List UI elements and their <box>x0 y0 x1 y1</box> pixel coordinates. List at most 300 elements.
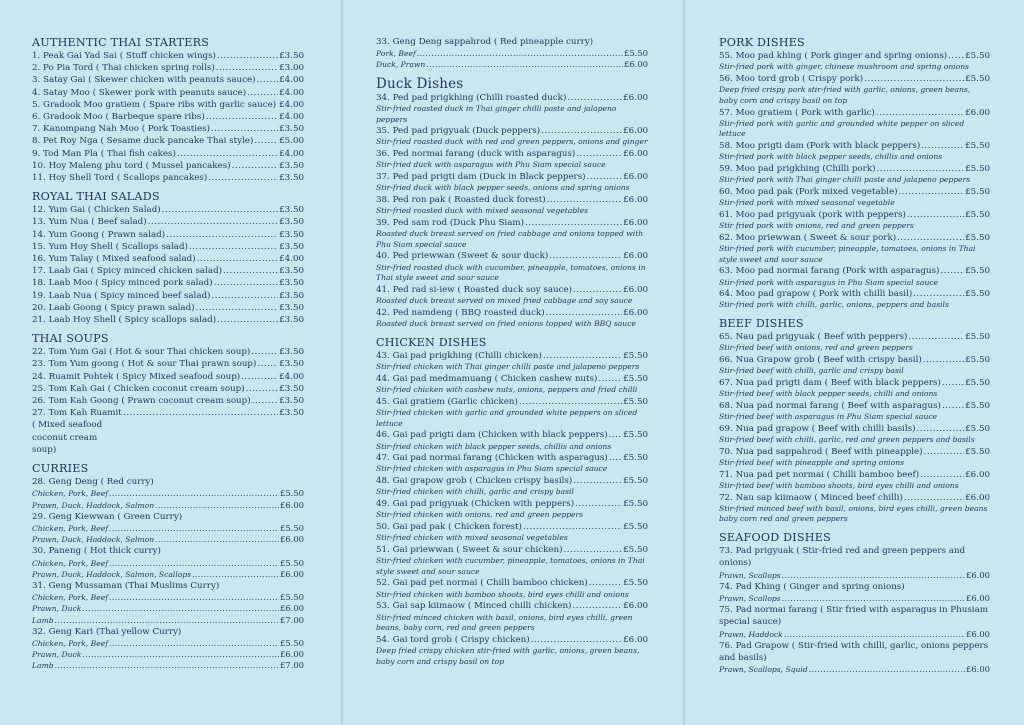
item-price: £5.50 <box>965 289 990 300</box>
menu-item-variant <box>32 558 304 569</box>
leader-dots <box>257 74 279 86</box>
menu-item-description: Stir-fried beef with pineapple and spring onions <box>719 457 905 467</box>
menu-item <box>376 148 648 160</box>
item-price: £6.00 <box>965 492 990 503</box>
leader-dots <box>247 87 278 99</box>
menu-item <box>32 62 304 74</box>
item-price: £3.00 <box>279 63 304 74</box>
item-name: 20. Laab Goong ( Spicy prawn salad) <box>32 302 195 313</box>
item-price: £3.50 <box>279 396 304 407</box>
leader-dots <box>192 569 279 580</box>
menu-item-description: Stir-fried beef with asparagus in Phu Siam special sauce <box>719 412 938 422</box>
leader-dots <box>109 638 279 649</box>
menu-item <box>376 634 648 646</box>
item-name: 56. Moo tord grob ( Crispy pork) <box>719 73 864 84</box>
item-price: £7.00 <box>280 660 304 671</box>
leader-dots <box>82 603 279 614</box>
item-name: 3. Satay Gai ( Skewer chicken with peanuts sauce) <box>32 75 256 86</box>
menu-item-description: Stir-fried roasted duck with red and green peppers, onions and ginger <box>376 137 648 147</box>
leader-dots <box>942 377 964 389</box>
menu-item-description: Stir-fried roasted duck with mixed seasonal vegetables <box>376 206 588 216</box>
leader-dots <box>609 452 622 464</box>
menu-item-name: 76. Pad Grapow ( Stir-fried with chilli, garlic, onions peppers and basils) <box>719 640 989 663</box>
leader-dots <box>252 395 279 407</box>
item-name: 13. Yum Nua ( Beef salad) <box>32 217 147 228</box>
item-name: Chicken, Pork, Beef <box>32 593 109 603</box>
menu-item <box>376 125 648 137</box>
leader-dots <box>567 92 622 104</box>
leader-dots <box>784 629 965 640</box>
item-name: 24. Ruamit Pohtek ( Spicy Mixed seafood soup) <box>32 371 241 382</box>
leader-dots <box>246 383 279 395</box>
menu-item <box>719 107 990 119</box>
leader-dots <box>196 302 279 314</box>
leader-dots <box>531 634 623 646</box>
item-name: 10. Hoy Maleng phu tord ( Mussel pancakes) <box>32 160 231 171</box>
menu-item <box>376 171 648 183</box>
item-price: £5.50 <box>280 557 304 568</box>
item-price: £6.00 <box>280 603 304 614</box>
item-name: Prawn, Duck <box>32 650 82 660</box>
item-name: 45. Gai gratiem (Garlic chicken) <box>376 396 518 407</box>
item-price: £6.00 <box>280 499 304 510</box>
menu-item-description: Stir-fried pork with ginger, chinese mushroom and spring onions <box>719 62 969 72</box>
menu-item-description: Deep fried crispy pork stir-fried with garlic, onions, green beans, baby corn and crispy basil on top <box>719 85 971 105</box>
menu-item-variant <box>719 664 990 675</box>
item-price: £6.00 <box>966 628 990 639</box>
leader-dots <box>223 265 278 277</box>
menu-item <box>719 331 990 343</box>
item-price: £5.50 <box>965 423 990 434</box>
item-name: 17. Laab Gai ( Spicy minced chicken salad) <box>32 266 223 277</box>
item-name: 67. Nua pad prigti dam ( Beef with black peppers) <box>719 377 941 388</box>
item-price: £3.50 <box>279 124 304 135</box>
item-name: 43. Gai pad prigkhing (Chilli chicken) <box>376 350 542 361</box>
leader-dots <box>166 229 278 241</box>
item-price: £5.50 <box>623 430 648 441</box>
menu-item-name: 28. Geng Deng ( Red curry) <box>32 477 154 488</box>
menu-item-description: Stir-fried beef with bamboo shoots, bird eyes chilli and onions <box>719 480 959 490</box>
leader-dots <box>575 498 622 510</box>
menu-item <box>32 395 304 407</box>
item-price: £5.50 <box>965 332 990 343</box>
menu-item <box>376 350 648 362</box>
menu-item-name: 74. Pad Khing ( Ginger and spring onions) <box>719 581 905 592</box>
menu-item <box>376 194 648 206</box>
menu-item <box>719 186 990 198</box>
fold-line <box>683 0 685 725</box>
menu-item-variant <box>32 592 304 603</box>
item-name: Prawn, Haddock <box>719 629 783 639</box>
menu-item <box>376 396 648 408</box>
item-price: £6.00 <box>623 92 648 103</box>
menu-item <box>32 50 304 62</box>
leader-dots <box>525 217 622 229</box>
leader-dots <box>573 475 622 487</box>
menu-item-variant <box>32 534 304 545</box>
item-price: £3.50 <box>279 217 304 228</box>
leader-dots <box>573 284 622 296</box>
leader-dots <box>148 216 278 228</box>
menu-item-description: Stir-fried chicken with onions, red and green peppers <box>376 510 584 520</box>
menu-item <box>376 250 648 262</box>
item-name: 58. Moo prigti dam (Pork with black peppers) <box>719 141 921 152</box>
item-name: Chicken, Pork, Beef <box>32 489 109 499</box>
leader-dots <box>109 592 279 603</box>
item-name: 66. Nua Grapow grob ( Beef with crispy basil) <box>719 355 922 366</box>
item-name: Prawn, Duck <box>32 604 82 614</box>
menu-item <box>719 50 990 62</box>
item-price: £3.50 <box>279 408 304 419</box>
leader-dots <box>923 354 964 366</box>
menu-item <box>376 429 648 441</box>
item-name: 64. Moo pad grapow ( Pork with chilli basil) <box>719 289 913 300</box>
leader-dots <box>907 209 964 221</box>
item-price: £3.50 <box>279 205 304 216</box>
menu-item-name: 31. Geng Mussaman (Thai Muslims Curry) <box>32 580 220 591</box>
item-name: 60. Moo pad pak (Pork mixed vegetable) <box>719 186 898 197</box>
item-name: Chicken, Pork, Beef <box>32 523 109 533</box>
item-price: £3.50 <box>279 51 304 61</box>
item-price: £5.50 <box>280 637 304 648</box>
menu-item <box>376 92 648 104</box>
item-name: Chicken, Pork, Beef <box>32 638 109 648</box>
item-name: 48. Gai grapow grob ( Chicken crispy basils) <box>376 476 573 487</box>
leader-dots <box>897 232 964 244</box>
item-price: £3.50 <box>279 173 304 184</box>
item-name: 39. Ped sam rod (Duck Phu Siam) <box>376 217 525 228</box>
item-price: £5.50 <box>623 521 648 532</box>
item-name: 57. Moo gratiem ( Pork with garlic) <box>719 107 875 118</box>
item-price: £5.50 <box>965 209 990 220</box>
menu-item <box>32 290 304 302</box>
item-price: £6.00 <box>623 126 648 137</box>
menu-item <box>719 265 990 277</box>
menu-item <box>32 241 304 253</box>
item-price: £5.50 <box>965 400 990 411</box>
leader-dots <box>189 241 278 253</box>
menu-item <box>32 99 304 111</box>
menu-item-description: Roasted duck breast served on fried onions topped with BBQ sauce <box>376 319 636 329</box>
item-price: £5.50 <box>965 266 990 277</box>
item-price: £5.50 <box>623 350 648 361</box>
leader-dots <box>782 570 965 581</box>
leader-dots <box>899 186 965 198</box>
item-price: £4.00 <box>279 112 304 123</box>
leader-dots <box>523 521 622 533</box>
leader-dots <box>155 534 279 545</box>
item-name: 23. Tom Yum goong ( Hot & sour Thai prawn soup) <box>32 359 257 370</box>
item-name: 6. Gradook Moo ( Barbeque spare ribs) <box>32 112 205 123</box>
item-price: £3.50 <box>279 241 304 252</box>
item-price: £5.50 <box>623 476 648 487</box>
item-name: 68. Nua pad normai farang ( Beef with asparagus) <box>719 400 941 411</box>
item-name: 37. Ped pad prigti dam (Duck in Black peppers) <box>376 172 586 183</box>
menu-item-description: Stir-fried duck with asparagus with Phu Siam special sauce <box>376 160 606 170</box>
section-title: BEEF DISHES <box>719 317 804 331</box>
menu-item-description: Stir-fried minced chicken with basil, onions, bird eyes chilli, green beans, baby corn, red and green peppers <box>376 612 633 633</box>
leader-dots <box>257 358 278 370</box>
item-name: 55. Moo pad khing ( Pork ginger and spring onions) <box>719 51 948 61</box>
item-name: 9. Tod Man Pla ( Thai fish cakes) <box>32 148 176 159</box>
menu-item-description: Roasted duck breast served on fried cabbage and onions topped with Phu Siam special sauce <box>376 229 644 249</box>
item-price: £6.00 <box>623 601 648 612</box>
leader-dots <box>598 373 622 385</box>
item-price: £6.00 <box>623 285 648 296</box>
menu-item-description: Stir-fried pork with garlic and grounded white pepper on sliced lettuce <box>719 118 965 139</box>
item-name: 53. Gai sap kiimaow ( Minced chilli chicken) <box>376 601 572 612</box>
item-price: £5.50 <box>965 141 990 152</box>
item-price: £3.50 <box>279 347 304 358</box>
leader-dots <box>609 429 623 441</box>
menu-item-description: Stir-fried chicken with garlic and grounded white peppers on sliced lettuce <box>376 407 638 428</box>
menu-item <box>376 600 648 612</box>
menu-item <box>32 87 304 99</box>
menu-item <box>376 577 648 589</box>
leader-dots <box>123 407 278 419</box>
item-price: £4.00 <box>279 99 304 110</box>
item-name: 61. Moo pad prigyuak (pork with peppers) <box>719 209 906 220</box>
leader-dots <box>155 500 279 511</box>
item-price: £3.50 <box>279 266 304 277</box>
item-name: Prawn, Duck, Haddock, Salmon <box>32 535 155 545</box>
item-name: 54. Gai tord grob ( Crispy chicken) <box>376 634 530 645</box>
item-price: £5.50 <box>965 186 990 197</box>
menu-item-variant <box>376 59 648 70</box>
item-price: £5.50 <box>965 232 990 243</box>
item-price: £4.00 <box>279 371 304 382</box>
leader-dots <box>913 288 964 300</box>
menu-item-description: Stir-fried beef with chilli, garlic and crispy basil <box>719 366 904 376</box>
menu-item-variant <box>32 615 304 626</box>
menu-item <box>719 73 990 85</box>
menu-item <box>376 452 648 464</box>
menu-item <box>376 373 648 385</box>
leader-dots <box>587 171 623 183</box>
item-name: 69. Nua pad grapow ( Beef with chilli basils) <box>719 423 916 434</box>
menu-item <box>32 302 304 314</box>
item-name: 21. Laab Hoy Shell ( Spicy scallops salad) <box>32 315 217 326</box>
item-price: £5.50 <box>280 488 304 499</box>
leader-dots <box>921 140 964 152</box>
leader-dots <box>197 253 279 265</box>
menu-item <box>32 346 304 358</box>
item-name: 59. Moo pad prigkhing (Chilli pork) <box>719 164 876 175</box>
menu-item <box>376 217 648 229</box>
item-name: 49. Gai pad prigyuak (Chicken with peppers) <box>376 499 575 510</box>
leader-dots <box>217 50 278 62</box>
menu-item <box>719 288 990 300</box>
item-name: 18. Laab Moo ( Spicy minced pork salad) <box>32 278 213 289</box>
item-name: 26. Tom Kah Goong ( Prawn coconut cream soup) <box>32 396 251 407</box>
item-name: 35. Ped pad prigyuak (Duck peppers) <box>376 126 541 137</box>
menu-item <box>719 446 990 458</box>
item-price: £3.50 <box>279 290 304 301</box>
item-price: £3.50 <box>279 278 304 289</box>
item-price: £6.00 <box>966 592 990 603</box>
item-price: £3.50 <box>279 302 304 313</box>
item-name: 40. Ped priewwan (Sweet & sour duck) <box>376 251 549 262</box>
section-title: AUTHENTIC THAI STARTERS <box>32 36 210 49</box>
section-title: THAI SOUPS <box>32 332 109 346</box>
menu-item <box>32 253 304 265</box>
menu-item-description: Stir fried pork with onions, red and green peppers <box>719 221 914 231</box>
menu-item <box>719 377 990 389</box>
menu-item-description: Stir-fried chicken with black pepper seeds, chillis and onions <box>376 441 612 451</box>
menu-item-variant <box>32 638 304 649</box>
item-price: £6.00 <box>623 149 648 160</box>
menu-item-description: Stir-fried pork with mixed seasonal vegetable <box>719 198 895 208</box>
item-name: 34. Ped pad prigkhing (Chilli roasted duck) <box>376 92 567 103</box>
menu-item-description: Stir-fried chicken with cucumber, pineapple, tomatoes, onions in Thai style sweet and sour sauce <box>376 556 645 576</box>
item-price: £5.50 <box>624 48 648 59</box>
leader-dots <box>864 73 964 85</box>
item-name: 11. Hoy Shell Tord ( Scallops pancakes) <box>32 173 208 184</box>
menu-item <box>376 544 648 556</box>
leader-dots <box>417 48 623 59</box>
item-name: 51. Gai priewwan ( Sweet & sour chicken) <box>376 544 563 555</box>
item-name: 22. Tom Yum Gai ( Hot & sour Thai chicken soup) <box>32 347 251 358</box>
menu-item-variant <box>719 629 990 640</box>
item-price: £6.00 <box>624 59 648 70</box>
item-price: £5.50 <box>965 355 990 366</box>
menu-item <box>719 140 990 152</box>
menu-item-description: Deep fried crispy chicken stir-fried with garlic, onions, green beans, baby corn and crispy basil on top <box>376 646 640 666</box>
item-price: £5.50 <box>623 373 648 384</box>
leader-dots <box>547 194 622 206</box>
item-name: 4. Satay Moo ( Skewer pork with peanuts sauce) <box>32 87 247 98</box>
leader-dots <box>564 544 623 556</box>
item-price: £5.50 <box>965 51 990 61</box>
menu-item <box>32 135 304 147</box>
item-price: £6.00 <box>623 194 648 205</box>
menu-column-1 <box>32 36 304 672</box>
menu-item <box>32 407 304 456</box>
leader-dots <box>519 396 622 408</box>
item-name: 5. Gradook Moo gratiem ( Spare ribs with garlic sauce) <box>32 99 277 110</box>
item-price: £5.50 <box>965 73 990 84</box>
leader-dots <box>549 250 622 262</box>
item-name: 41. Ped rad si-iew ( Roasted duck soy sauce) <box>376 285 572 296</box>
item-name: 44. Gai pad medmamuang ( Chicken cashew nuts) <box>376 373 598 384</box>
leader-dots <box>211 123 278 135</box>
menu-item-variant <box>32 569 304 580</box>
leader-dots <box>217 314 278 326</box>
item-price: £6.00 <box>965 469 990 480</box>
item-name: 14. Yum Goong ( Prawn salad) <box>32 229 166 240</box>
item-name: 71. Nua pad pet normai ( Chilli bamboo beef) <box>719 469 920 480</box>
item-price: £6.00 <box>623 217 648 228</box>
menu-column-2 <box>376 36 648 668</box>
leader-dots <box>55 615 279 626</box>
menu-item <box>32 314 304 326</box>
item-name: Prawn, Scallops <box>719 593 781 603</box>
item-name: 72. Nau sap kiimaow ( Minced beef chilli) <box>719 492 903 503</box>
leader-dots <box>206 111 278 123</box>
menu-item-variant <box>32 500 304 511</box>
leader-dots <box>589 577 622 589</box>
menu-item <box>32 265 304 277</box>
item-name: 38. Ped ron pak ( Roasted duck forest) <box>376 194 546 205</box>
menu-column-3 <box>719 36 990 675</box>
item-name: 52. Gai pad pet normai ( Chilli bamboo chicken) <box>376 578 588 589</box>
item-price: £6.00 <box>965 107 990 118</box>
menu-item <box>719 209 990 221</box>
leader-dots <box>109 488 279 499</box>
menu-item-description: Stir-fried chicken with asparagus in Phu Siam special sauce <box>376 464 608 474</box>
menu-item <box>32 204 304 216</box>
item-name: 12. Yum Gai ( Chicken Salad) <box>32 205 161 216</box>
menu-item-description: Stir-fried chicken with cashew nuts, onions, peppers and fried chilli <box>376 384 638 394</box>
item-price: £4.00 <box>279 75 304 86</box>
menu-item-name: 29. Geng Kiewwan ( Green Curry) <box>32 511 183 522</box>
leader-dots <box>948 50 964 62</box>
item-name: 27. Tom Kah Ruamit ( Mixed seafood coconut cream soup) <box>32 408 122 455</box>
menu-item <box>719 469 990 481</box>
item-name: 50. Gai pad pak ( Chicken forest) <box>376 521 522 532</box>
leader-dots <box>876 107 964 119</box>
menu-item-description: Stir-fried minced beef with basil, onions, bird eyes chilli, green beans baby corn red and green peppers <box>719 503 988 524</box>
item-price: £5.50 <box>623 544 648 555</box>
leader-dots <box>940 265 964 277</box>
leader-dots <box>782 593 965 604</box>
menu-item <box>719 492 990 504</box>
leader-dots <box>214 277 279 289</box>
item-price: £6.00 <box>623 251 648 262</box>
menu-item <box>32 358 304 370</box>
item-price: £4.00 <box>279 87 304 98</box>
item-name: Prawn, Scallops, Squid <box>719 665 808 675</box>
item-name: Prawn, Scallops <box>719 570 781 580</box>
menu-item-variant <box>719 570 990 581</box>
item-name: 63. Moo pad normai farang (Pork with asparagus) <box>719 266 940 277</box>
leader-dots <box>920 469 964 481</box>
menu-item <box>32 216 304 228</box>
menu-item-description: Stir-fried chicken with chilli, garlic and crispy basil <box>376 487 574 497</box>
leader-dots <box>904 492 964 504</box>
menu-item-description: Stir-fried beef with chilli, garlic, red and green peppers and basils <box>719 435 975 444</box>
item-name: 15. Yum Hoy Shell ( Scallops salad) <box>32 241 188 252</box>
menu-item-description: Stir-fried pork with chilli, garlic, onions, peppers and basils <box>719 300 949 310</box>
leader-dots <box>177 148 278 160</box>
menu-item-variant <box>32 488 304 499</box>
leader-dots <box>546 307 623 319</box>
item-price: £6.00 <box>280 534 304 545</box>
menu-item-variant <box>376 48 648 59</box>
item-price: £5.50 <box>965 446 990 457</box>
menu-item <box>32 172 304 184</box>
leader-dots <box>254 135 278 147</box>
item-name: Prawn, Duck, Haddock, Salmon, Scallops <box>32 569 192 579</box>
menu-item <box>719 163 990 175</box>
item-price: £5.50 <box>965 164 990 175</box>
menu-item-description: Stir-fried pork with black pepper seeds, chillis and onions <box>719 152 943 162</box>
menu-item <box>719 232 990 244</box>
menu-item-description: Roasted duck breast served on mixed fried cabbage and soy sauce <box>376 296 633 306</box>
item-price: £5.50 <box>623 499 648 510</box>
menu-item-name: 32. Geng Kari (Thai yellow Curry) <box>32 626 182 637</box>
item-price: £6.00 <box>623 172 648 183</box>
menu-item <box>32 74 304 86</box>
item-name: Chicken, Pork, Beef <box>32 558 109 568</box>
item-price: £4.00 <box>279 148 304 159</box>
leader-dots <box>55 660 279 671</box>
item-price: £7.00 <box>280 614 304 625</box>
item-price: £3.50 <box>279 359 304 370</box>
fold-line <box>341 0 343 725</box>
leader-dots <box>916 423 964 435</box>
menu-item <box>719 423 990 435</box>
